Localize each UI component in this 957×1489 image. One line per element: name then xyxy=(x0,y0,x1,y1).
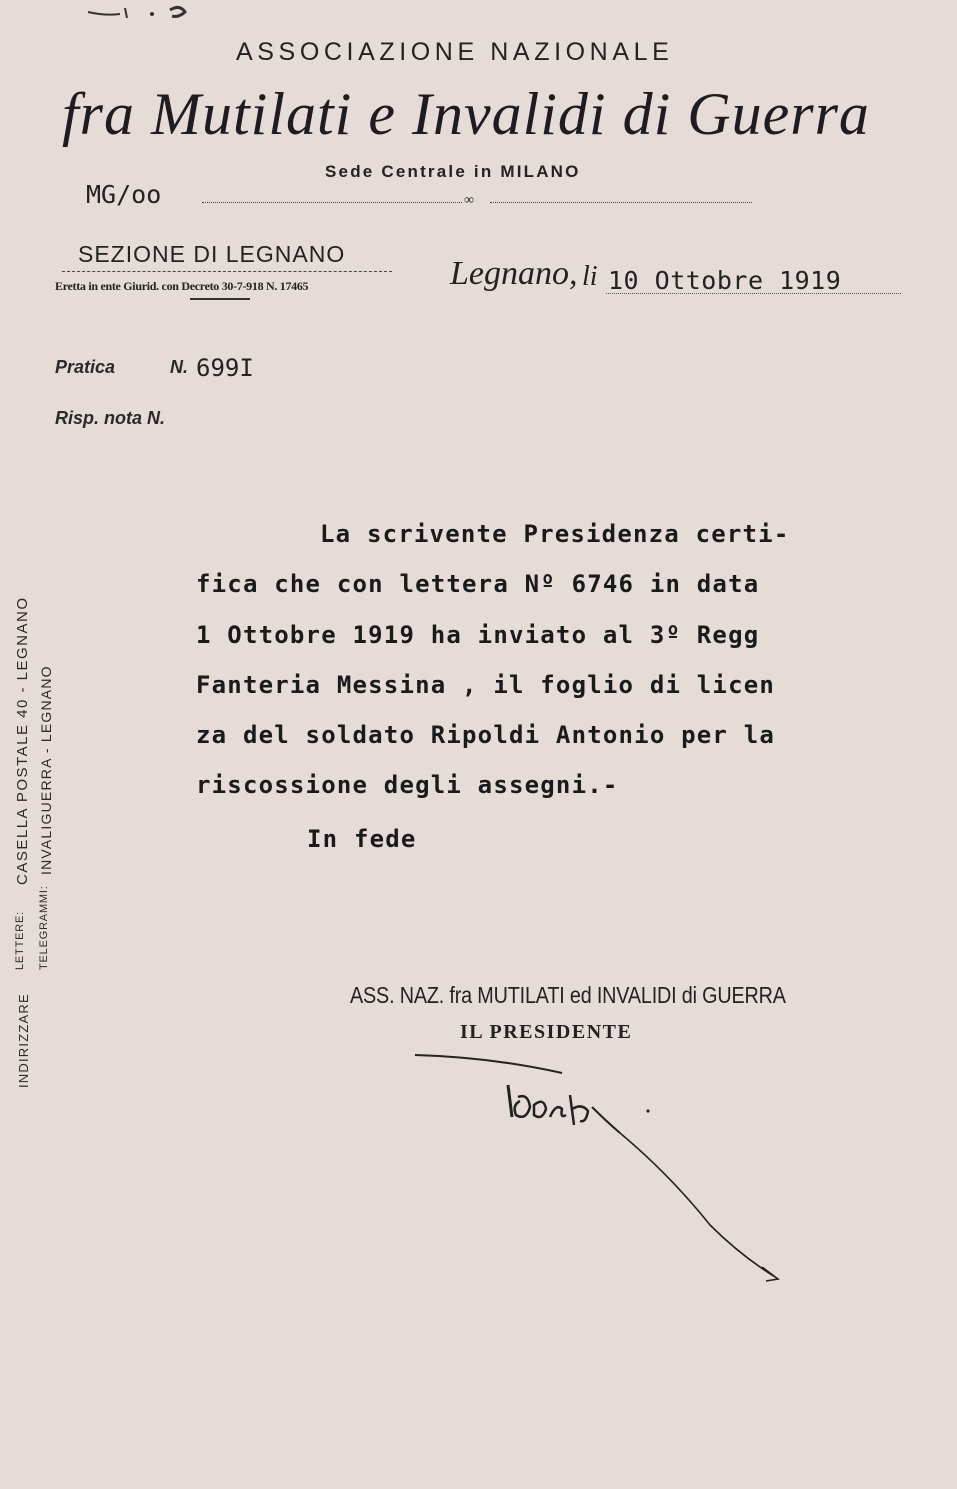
margin-telegram-address: INVALIGUERRA - LEGNANO xyxy=(38,665,54,875)
closing-line: In fede xyxy=(307,825,417,853)
headquarters-line: Sede Centrale in MILANO xyxy=(325,162,581,181)
ornament-icon: ∞ xyxy=(464,193,474,208)
section-title: SEZIONE DI LEGNANO xyxy=(78,241,346,267)
margin-postal-address: CASELLA POSTALE 40 - LEGNANO xyxy=(14,596,31,885)
margin-address-label: INDIRIZZARE xyxy=(16,993,31,1088)
reply-note-label: Risp. nota N. xyxy=(55,408,166,428)
divider-line xyxy=(202,202,462,203)
signature-org-stamp: ASS. NAZ. fra MUTILATI ed INVALIDI di GUERRA xyxy=(350,982,786,1008)
practice-label: Pratica xyxy=(55,357,116,377)
practice-number-prefix: N. xyxy=(170,357,188,377)
body-line: Fanteria Messina , il foglio di licen xyxy=(196,671,776,699)
margin-telegrams-label: TELEGRAMMI: xyxy=(38,885,50,970)
body-line: fica che con lettera Nº 6746 in data xyxy=(196,570,760,598)
reference-code: MG/oo xyxy=(86,180,162,209)
letter-date: 10 Ottobre 1919 xyxy=(608,266,842,295)
body-line: riscossione degli assegni.- xyxy=(196,771,619,799)
ink-marks xyxy=(80,0,200,30)
date-prefix: li xyxy=(582,261,598,292)
divider-line xyxy=(490,202,752,203)
date-underline xyxy=(606,293,901,294)
practice-number: 699I xyxy=(196,354,254,382)
signature-role: IL PRESIDENTE xyxy=(460,1021,633,1043)
decree-line: Eretta in ente Giurid. con Decreto 30-7-918 N. 17465 xyxy=(55,279,309,293)
body-line: 1 Ottobre 1919 ha inviato al 3º Regg xyxy=(196,621,760,649)
divider-line xyxy=(62,271,392,272)
handwritten-signature xyxy=(410,1045,800,1285)
org-script-title: fra Mutilati e Invalidi di Guerra xyxy=(62,81,870,147)
body-line: za del soldato Ripoldi Antonio per la xyxy=(196,721,776,749)
margin-letters-label: LETTERE: xyxy=(14,911,26,970)
ornament-rule xyxy=(190,298,250,300)
org-name: ASSOCIAZIONE NAZIONALE xyxy=(236,38,674,66)
place-name: Legnano, xyxy=(450,255,578,292)
body-line: La scrivente Presidenza certi- xyxy=(320,520,790,548)
